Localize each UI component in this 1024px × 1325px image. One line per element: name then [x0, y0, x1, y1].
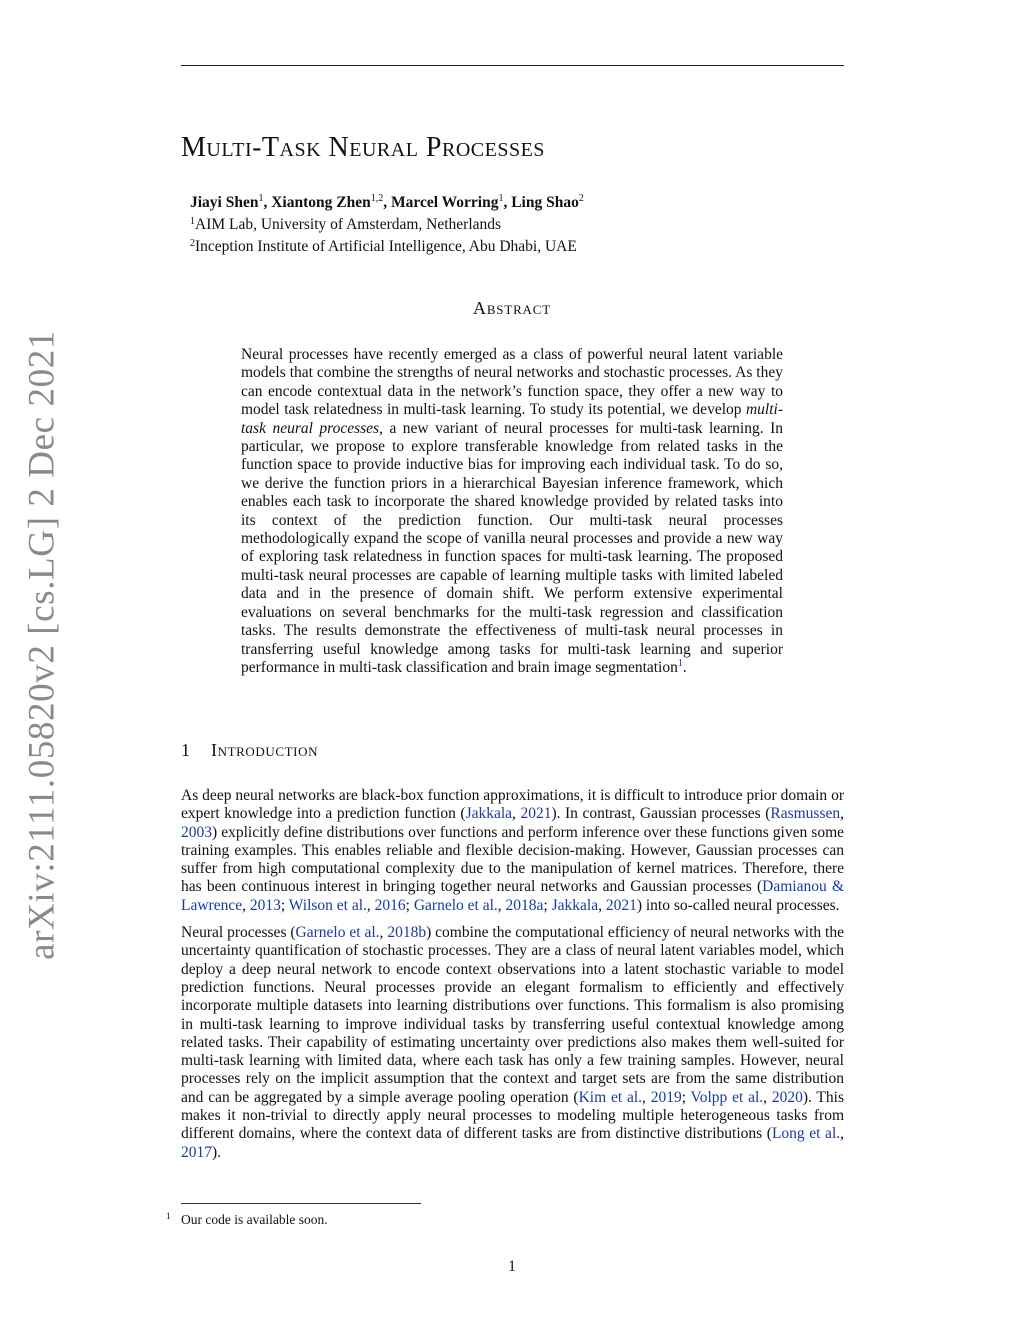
footnote-rule [181, 1203, 421, 1204]
author-affiliation-mark: 1 [498, 193, 504, 204]
citation-link[interactable]: Jakkala [465, 805, 513, 823]
author-names: Jiayi Shen$^1$, Xiantong Zhen$^{1,2}$, Marcel Worring$^1$, Ling Shao$^2$ [190, 193, 584, 211]
citation-link[interactable]: Jakkala [551, 896, 599, 914]
arxiv-stamp: arXiv:2111.05820v2 [cs.LG] 2 Dec 2021 [21, 330, 63, 960]
abstract-body [241, 346, 783, 677]
citation-link[interactable]: Damianou & Lawrence [181, 878, 845, 914]
section-title: Introduction [211, 740, 319, 760]
footnote [166, 1208, 328, 1228]
affiliation: $^2$Inception Institute of Artificial Intelligence, Abu Dhabi, UAE [190, 238, 577, 255]
citation-link[interactable]: 2021 [605, 896, 637, 914]
citation-link[interactable]: 2018b [387, 924, 427, 942]
introduction-body [181, 787, 844, 1171]
author-block [190, 192, 584, 258]
citation-link[interactable]: Rasmussen [770, 805, 841, 823]
paragraph: Neural processes (Garnelo et al., 2018b) combine the computational efficiency of neural networks with the uncertainty quantification of stochastic processes. They are a class of neural latent variables model, which deploy a deep neural network to encode context observations into a latent stochastic variable to model prediction functions. Neural processes provide an elegant formalism to efficiently and effectively incorporate multiple datasets into learning distributions over functions. This formalism is also promising in multi-task learning to improve individual tasks by transferring useful contextual knowledge among related tasks. Their capability of estimating uncertainty over predictions also makes them well-suited for multi-task learning with limited data, where each task has only a few training samples. However, neural processes rely on the implicit assumption that the context and target sets are from the same distribution and can be aggregated by a simple average pooling operation (Kim et al., 2019; Volpp et al., 2020). This makes it non-trivial to directly apply neural processes to modeling multiple heterogeneous tasks from different domains, where the context data of different tasks are from distinctive distributions (Long et al., 2017). [181, 924, 844, 1161]
page-number: 1 [508, 1258, 516, 1275]
citation-link[interactable]: 2018a [505, 896, 544, 914]
citation-link[interactable]: Garnelo et al. [295, 924, 380, 942]
footnote-text: Our code is available soon. [181, 1212, 328, 1227]
citation-link[interactable]: Wilson et al. [288, 896, 367, 914]
author-name: Ling Shao [511, 194, 579, 211]
section-number: 1 [181, 740, 190, 760]
citation-link[interactable]: 2019 [650, 1088, 682, 1106]
paragraph: As deep neural networks are black-box function approximations, it is difficult to introduce prior domain or expert knowledge into a prediction function (Jakkala, 2021). In contrast, Gaussian processes (Rasmussen, 2003) explicitly define distributions over functions and perform inference over these functions given some training examples. This enables reliable and flexible decision-making. However, Gaussian processes can suffer from high computational complexity due to the manipulation of kernel matrices. Therefore, there has been continuous interest in bringing together neural networks and Gaussian processes (Damianou & Lawrence, 2013; Wilson et al., 2016; Garnelo et al., 2018a; Jakkala, 2021) into so-called neural processes. [181, 787, 845, 914]
citation-link[interactable]: Volpp et al. [690, 1088, 764, 1106]
citation-link[interactable]: 2003 [181, 823, 212, 841]
paper-title: Multi-Task Neural Processes [181, 132, 545, 163]
author-affiliation-mark: 2 [578, 193, 584, 204]
citation-link[interactable]: Garnelo et al. [413, 896, 498, 914]
author-name: Xiantong Zhen [271, 194, 371, 211]
section-heading [181, 740, 318, 761]
footnote-link[interactable]: 1 [677, 657, 683, 669]
citation-link[interactable]: 2016 [374, 896, 406, 914]
citation-link[interactable]: 2017 [181, 1143, 212, 1161]
emphasis: multi-task neural processes [241, 401, 783, 437]
author-affiliation-mark: 1,2 [370, 193, 384, 204]
citation-link[interactable]: Long et al. [771, 1125, 841, 1143]
abstract-heading: Abstract [473, 298, 551, 318]
top-rule [181, 65, 844, 66]
citation-link[interactable]: 2021 [520, 805, 552, 823]
affiliation: $^1$AIM Lab, University of Amsterdam, Netherlands [190, 216, 502, 233]
abstract-paragraph: Neural processes have recently emerged as a class of powerful neural latent variable models that combine the strengths of neural networks and stochastic processes. As they can encode contextual data in the network’s function space, they offer a new way to model task relatedness in multi-task learning. To study its potential, we develop multi-task neural processes, a new variant of neural processes for multi-task learning. In particular, we propose to explore transferable knowledge from related tasks in the function space to provide inductive bias for improving each individual task. To do so, we derive the function priors in a hierarchical Bayesian inference framework, which enables each task to incorporate the shared knowledge provided by related tasks into its context of the prediction function. Our multi-task neural processes methodologically expand the scope of vanilla neural processes and provide a new way of exploring task relatedness in function spaces for multi-task learning. The proposed multi-task neural processes are capable of learning multiple tasks with limited labeled data and in the presence of domain shift. We perform extensive experimental evaluations on several benchmarks for the multi-task regression and classification tasks. The results demonstrate the effectiveness of multi-task neural processes in transferring useful knowledge among tasks for multi-task learning and superior performance in multi-task classification and brain image segmentation$^1$. [241, 346, 783, 676]
footnote-mark: 1 [166, 1211, 171, 1221]
citation-link[interactable]: 2020 [771, 1088, 803, 1106]
author-name: Marcel Worring [390, 194, 499, 211]
author-affiliation-mark: 1 [258, 193, 264, 204]
author-name: Jiayi Shen [190, 194, 259, 211]
citation-link[interactable]: Kim et al. [578, 1088, 643, 1106]
citation-link[interactable]: 2013 [249, 896, 281, 914]
